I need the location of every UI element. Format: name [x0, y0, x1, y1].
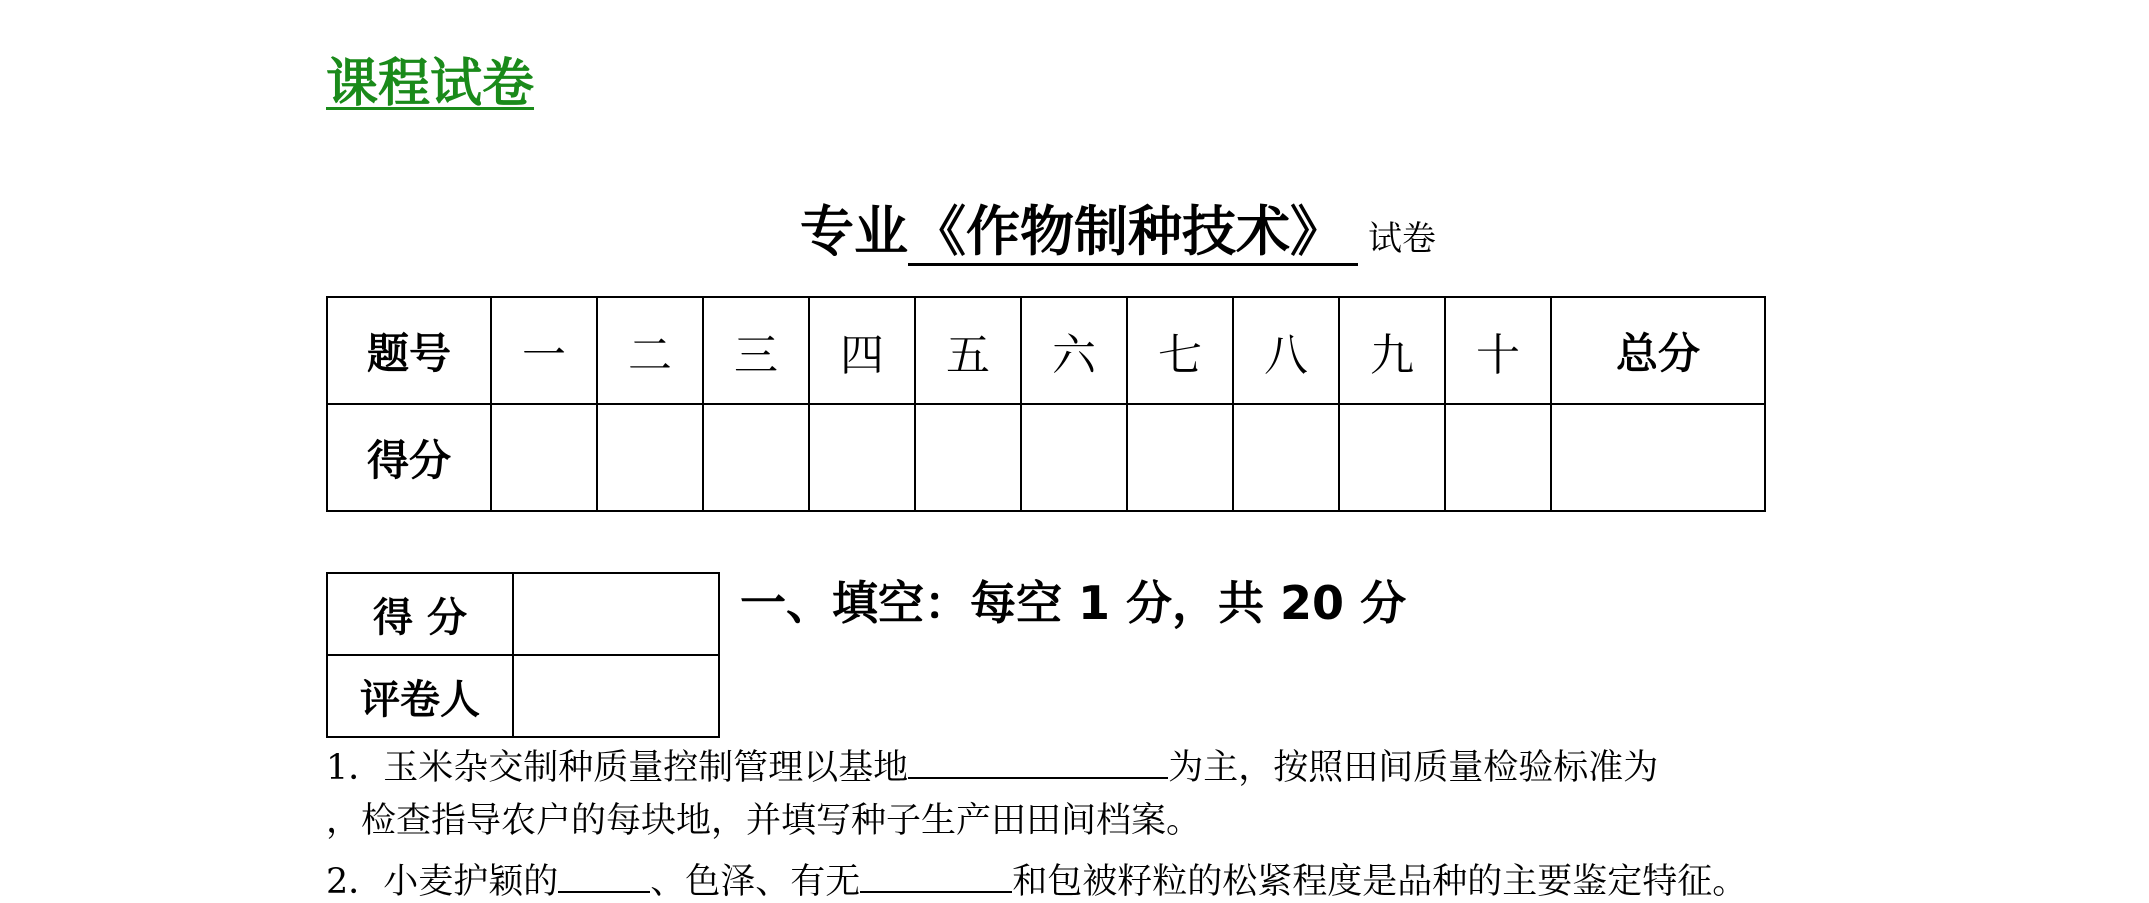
exam-title-suffix: 试卷 — [1368, 219, 1436, 259]
question-col-5: 五 — [915, 297, 1021, 404]
exam-title-course: 《作物制种技术》 — [908, 205, 1358, 266]
question-2-text-a: 2．小麦护颖的 — [326, 862, 559, 902]
question-2-text-b: 、色泽、有无 — [650, 862, 861, 902]
question-col-10: 十 — [1445, 297, 1551, 404]
question-col-2: 二 — [597, 297, 703, 404]
question-1-text-b: 为主，按照田间质量检验标准为 — [1168, 748, 1659, 788]
score-cell-2[interactable] — [597, 404, 703, 511]
question-col-4: 四 — [809, 297, 915, 404]
question-col-7: 七 — [1127, 297, 1233, 404]
score-cell-6[interactable] — [1021, 404, 1127, 511]
question-col-1: 一 — [491, 297, 597, 404]
score-cell-3[interactable] — [703, 404, 809, 511]
grader-label: 评卷人 — [327, 655, 513, 737]
total-score-cell[interactable] — [1551, 404, 1765, 511]
score-cell-10[interactable] — [1445, 404, 1551, 511]
score-cell-1[interactable] — [491, 404, 597, 511]
score-row — [327, 404, 1765, 511]
grader-box — [326, 572, 720, 738]
section-score-label: 得 分 — [327, 573, 513, 655]
question-2 — [326, 856, 1747, 903]
question-number-label: 题号 — [327, 297, 491, 404]
question-1-text-a: 1．玉米杂交制种质量控制管理以基地 — [326, 748, 909, 788]
question-col-3: 三 — [703, 297, 809, 404]
grader-cell[interactable] — [513, 655, 719, 737]
question-1-blank[interactable] — [908, 742, 1168, 779]
score-row-label: 得分 — [327, 404, 491, 511]
score-summary-table — [326, 296, 1766, 512]
question-1-continued: ，检查指导农户的每块地，并填写种子生产田田间档案。 — [326, 801, 1202, 841]
exam-title — [800, 200, 1436, 266]
score-cell-4[interactable] — [809, 404, 915, 511]
question-number-row — [327, 297, 1765, 404]
brand-title: 课程试卷 — [326, 54, 535, 114]
score-cell-8[interactable] — [1233, 404, 1339, 511]
score-cell-7[interactable] — [1127, 404, 1233, 511]
question-2-blank-2[interactable] — [860, 856, 1012, 893]
question-col-9: 九 — [1339, 297, 1445, 404]
score-cell-5[interactable] — [915, 404, 1021, 511]
section-1-heading: 一、填空：每空 1 分，共 20 分 — [740, 576, 1407, 630]
question-col-8: 八 — [1233, 297, 1339, 404]
question-2-text-c: 和包被籽粒的松紧程度是品种的主要鉴定特征。 — [1012, 862, 1748, 902]
exam-title-major: 专业 — [800, 200, 908, 263]
section-score-cell[interactable] — [513, 573, 719, 655]
score-cell-9[interactable] — [1339, 404, 1445, 511]
question-1 — [326, 742, 1658, 789]
question-2-blank-1[interactable] — [558, 856, 650, 893]
question-col-6: 六 — [1021, 297, 1127, 404]
total-score-label: 总分 — [1551, 297, 1765, 404]
